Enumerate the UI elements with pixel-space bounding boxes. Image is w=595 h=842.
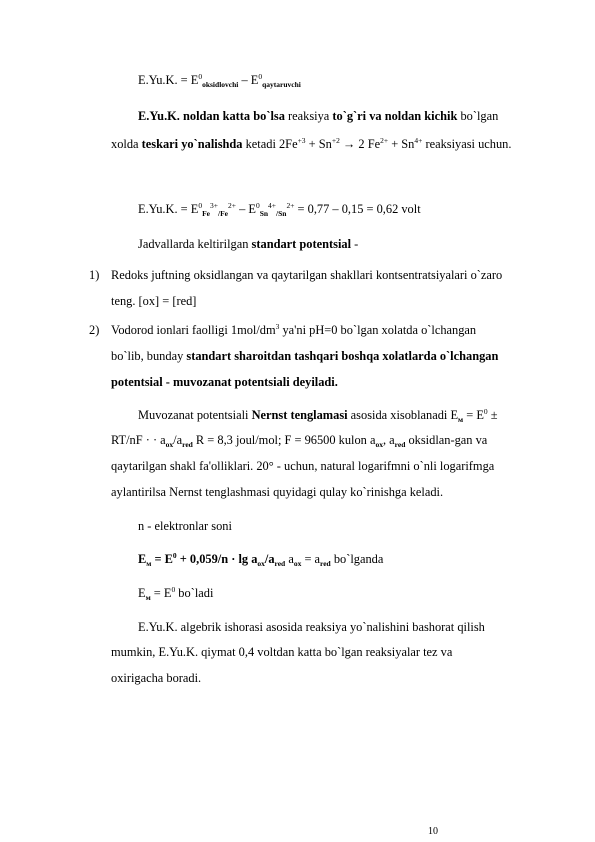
emf-calculation: E.Yu.K. = $E^0_{Fe}^{3+}_{/Fe}^{2+} - E^0_{Sn}^{4+}_{/Sn}^{2+} = 0,77 - 0,15 = 0,62$ volt bbox=[138, 201, 421, 218]
nernst-line1: Muvozanat potentsiali Nernst tenglamasi asosida xisoblanadi $E_м = E^0$ ± bbox=[138, 407, 498, 424]
list-item-2-line2: bo`lib, bunday standart sharoitdan tashqari boshqa xolatlarda o`lchangan bbox=[111, 349, 499, 363]
electron-count-note: n - elektronlar soni bbox=[138, 519, 232, 533]
conclusion-line1: E.Yu.K. algebrik ishorasi asosida reaksiya yo`nalishini bashorat qilish bbox=[138, 620, 485, 634]
page-number: 10 bbox=[428, 826, 438, 837]
nernst-formula: $E_м = E^0 + 0,059/n \cdot \lg a_{ox}/a_{red}$ $a_{ox} = a_{red}$ bo`lganda bbox=[138, 551, 384, 568]
conclusion-line3: oxirigacha boradi. bbox=[111, 671, 202, 685]
list-item-1-line2: teng. [ox] = [red] bbox=[111, 294, 197, 308]
nernst-line2: RT/nF · · $a_{ox}/a_{red}$ R = 8,3 joul/mol; F = 96500 kulon $a_{ox}$, $a_{red}$ oksidlan-gan va bbox=[111, 433, 488, 449]
standard-potential-intro: Jadvallarda keltirilgan standart potentsial - bbox=[138, 237, 359, 251]
emf-rule-line1: E.Yu.K. noldan katta bo`lsa reaksiya to`g`ri va noldan kichik bo`lgan bbox=[138, 109, 499, 123]
nernst-line3: qaytarilgan shakl fa'olliklari. 20° - uchun, natural logarifmni o`nli logarifmga bbox=[111, 459, 495, 473]
nernst-line4: aylantirilsa Nernst tenglashmasi quyidagi qulay ko`rinishga keladi. bbox=[111, 485, 444, 499]
emf-definition: E.Yu.K. = $E^0_{oksidlovchi} - E^0_{qaytaruvchi}$ bbox=[138, 72, 301, 89]
list-item-1-line1: Redoks juftning oksidlangan va qaytarilgan shakllari kontsentratsiyalari o`zaro bbox=[111, 268, 503, 282]
emf-rule-line2: xolda teskari yo`nalishda ketadi $2Fe^{+3} + Sn^{+2} \to 2$ $Fe^{2+} + Sn^{4+}$ reaksiyasi uchun. bbox=[111, 136, 512, 151]
equilibrium-result: $E_м = E^0$ bo`ladi bbox=[138, 585, 214, 602]
list-number-1: 1) bbox=[89, 268, 100, 282]
list-item-2-line3: potentsial - muvozanat potentsiali deyiladi. bbox=[111, 375, 338, 389]
list-item-2-line1: Vodorod ionlari faolligi $1mol/dm^3$ ya'ni pH=0 bo`lgan xolatda o`lchangan bbox=[111, 322, 477, 337]
conclusion-line2: mumkin, E.Yu.K. qiymat 0,4 voltdan katta bo`lgan reaksiyalar tez va bbox=[111, 645, 453, 659]
list-number-2: 2) bbox=[89, 323, 100, 337]
